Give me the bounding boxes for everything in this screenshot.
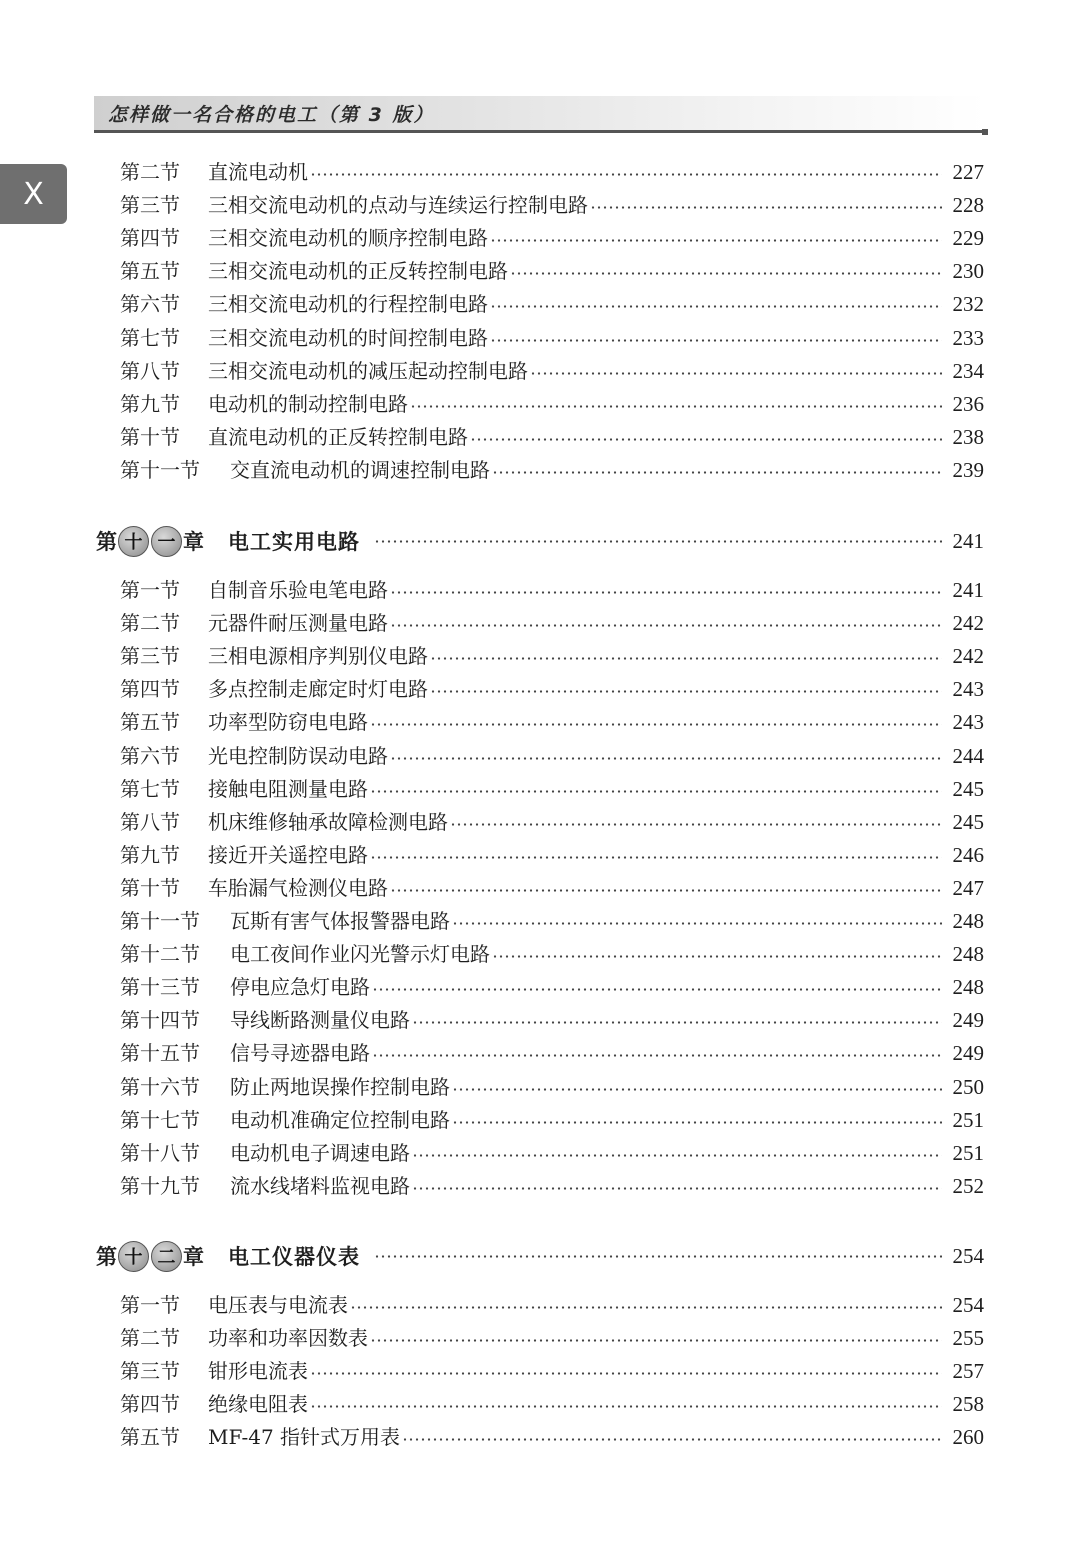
- header-rule-end: [982, 129, 988, 135]
- section-title: 功率和功率因数表: [208, 1326, 368, 1351]
- section-title: 机床维修轴承故障检测电路: [208, 809, 448, 834]
- chapter-page: 241: [952, 528, 984, 553]
- dot-leader: [410, 404, 942, 408]
- section-number: 第五节: [120, 710, 180, 735]
- section-title: 钳形电流表: [208, 1359, 308, 1384]
- toc-entry[interactable]: [120, 839, 984, 872]
- section-number: 第七节: [120, 325, 180, 350]
- section-title: 流水线堵料监视电路: [230, 1173, 410, 1198]
- section-number: 第四节: [120, 226, 180, 251]
- section-title: 多点控制走廊定时灯电路: [208, 677, 428, 702]
- dot-leader: [490, 305, 942, 309]
- section-page: 250: [952, 1074, 984, 1099]
- section-page: 257: [952, 1359, 984, 1384]
- section-number: 第九节: [120, 391, 180, 416]
- toc-entry[interactable]: [120, 740, 984, 773]
- running-header: [94, 96, 986, 133]
- section-page: 227: [952, 160, 984, 184]
- section-page: 242: [952, 644, 984, 669]
- section-number: 第四节: [120, 1392, 180, 1417]
- dot-leader: [412, 1153, 942, 1157]
- section-title: 瓦斯有害气体报警器电路: [230, 909, 450, 933]
- section-number: 第八节: [120, 358, 180, 383]
- section-page: 228: [952, 193, 984, 218]
- section-page: 249: [952, 1008, 984, 1033]
- chapter-suffix: 章: [183, 530, 204, 554]
- section-title: 三相交流电动机的正反转控制电路: [208, 259, 508, 284]
- section-page: 245: [952, 776, 984, 801]
- dot-leader: [492, 955, 942, 959]
- section-number: 第十五节: [120, 1041, 200, 1066]
- dot-leader: [490, 338, 942, 342]
- section-page: 254: [952, 1293, 984, 1317]
- toc-entry[interactable]: [120, 1137, 984, 1170]
- section-title: 停电应急灯电路: [230, 975, 370, 1000]
- chapter-number-circle: 二: [151, 1241, 182, 1272]
- section-number: 第十节: [120, 875, 180, 900]
- dot-leader: [492, 470, 942, 474]
- dot-leader: [470, 437, 942, 441]
- section-title: 光电控制防误动电路: [208, 743, 388, 768]
- section-title: 自制音乐验电笔电路: [208, 578, 388, 602]
- chapter-heading-11[interactable]: [96, 523, 984, 559]
- toc-entry[interactable]: [120, 255, 984, 288]
- section-page: 248: [952, 909, 984, 933]
- section-title: 防止两地误操作控制电路: [230, 1074, 450, 1099]
- chapter-number-circle: 十: [118, 526, 149, 557]
- section-number: 第十四节: [120, 1008, 200, 1033]
- section-title: 信号寻迹器电路: [230, 1041, 370, 1066]
- section-page: 234: [952, 358, 984, 383]
- dot-leader: [390, 624, 942, 628]
- chapter-title: 电工仪器仪表: [228, 1245, 360, 1269]
- section-number: 第一节: [120, 578, 180, 602]
- section-title: 车胎漏气检测仪电路: [208, 875, 388, 900]
- dot-leader: [590, 206, 942, 210]
- section-number: 第八节: [120, 809, 180, 834]
- dot-leader: [372, 1054, 942, 1058]
- section-number: 第十一节: [120, 909, 200, 933]
- toc-entry[interactable]: [120, 355, 984, 388]
- dot-leader: [430, 690, 942, 694]
- section-number: 第三节: [120, 1359, 180, 1384]
- dot-leader: [452, 1087, 942, 1091]
- section-title: 电动机电子调速电路: [230, 1140, 410, 1165]
- toc-entry[interactable]: [120, 806, 984, 839]
- toc-entry[interactable]: [120, 673, 984, 706]
- section-page: 236: [952, 391, 984, 416]
- section-title: 电压表与电流表: [208, 1293, 348, 1317]
- section-page: 242: [952, 611, 984, 636]
- dot-leader: [530, 371, 942, 375]
- section-title: 电工夜间作业闪光警示灯电路: [230, 942, 490, 967]
- chapter-prefix: 第: [96, 1245, 117, 1269]
- dot-leader: [374, 1254, 942, 1258]
- toc-entry[interactable]: [120, 1289, 984, 1322]
- section-number: 第十节: [120, 424, 180, 449]
- toc-entry[interactable]: [120, 1322, 984, 1355]
- section-page: 229: [952, 226, 984, 251]
- toc-entry[interactable]: [120, 1421, 984, 1454]
- section-number: 第十一节: [120, 457, 200, 482]
- dot-leader: [374, 539, 942, 543]
- toc-entry[interactable]: [120, 322, 984, 355]
- toc-entry[interactable]: [120, 1104, 984, 1137]
- section-page: 245: [952, 809, 984, 834]
- dot-leader: [370, 855, 942, 859]
- chapter-prefix: 第: [96, 530, 117, 554]
- toc-entry[interactable]: [120, 156, 984, 189]
- section-title: 功率型防窃电电路: [208, 710, 368, 735]
- section-title: MF-47 指针式万用表: [208, 1425, 401, 1450]
- dot-leader: [430, 657, 942, 661]
- dot-leader: [490, 239, 942, 243]
- section-number: 第十八节: [120, 1140, 200, 1165]
- section-number: 第五节: [120, 1425, 180, 1450]
- toc-entry[interactable]: [120, 574, 984, 607]
- toc-entry[interactable]: [120, 640, 984, 673]
- section-number: 第三节: [120, 644, 180, 669]
- section-page: 233: [952, 325, 984, 350]
- section-title: 电动机准确定位控制电路: [230, 1107, 450, 1132]
- toc-entry[interactable]: [120, 706, 984, 739]
- section-page: 232: [952, 292, 984, 317]
- toc-entry[interactable]: [120, 773, 984, 806]
- section-page: 258: [952, 1392, 984, 1417]
- section-page: 243: [952, 710, 984, 735]
- toc-entry[interactable]: [120, 222, 984, 255]
- section-page: 243: [952, 677, 984, 702]
- section-number: 第四节: [120, 677, 180, 702]
- dot-leader: [310, 1405, 942, 1409]
- section-page: 247: [952, 875, 984, 900]
- toc-entry[interactable]: [120, 1355, 984, 1388]
- section-title: 三相交流电动机的点动与连续运行控制电路: [208, 193, 588, 218]
- toc-entry[interactable]: [120, 421, 984, 454]
- dot-leader: [390, 888, 942, 892]
- dot-leader: [452, 1120, 942, 1124]
- section-page: 252: [952, 1173, 984, 1198]
- toc-entry[interactable]: [120, 1037, 984, 1070]
- section-title: 导线断路测量仪电路: [230, 1008, 410, 1033]
- chapter-heading-12[interactable]: [96, 1238, 984, 1274]
- dot-leader: [390, 756, 942, 760]
- toc-entry[interactable]: [120, 1071, 984, 1104]
- section-title: 三相交流电动机的顺序控制电路: [208, 226, 488, 251]
- chapter-number-circle: 十: [118, 1241, 149, 1272]
- dot-leader: [372, 988, 942, 992]
- section-page: 244: [952, 743, 984, 768]
- dot-leader: [402, 1438, 942, 1442]
- section-title: 直流电动机的正反转控制电路: [208, 424, 468, 449]
- toc-entry[interactable]: [120, 388, 984, 421]
- section-page: 248: [952, 975, 984, 1000]
- toc-entry[interactable]: [120, 872, 984, 905]
- section-title: 元器件耐压测量电路: [208, 611, 388, 636]
- section-page: 251: [952, 1140, 984, 1165]
- section-page: 230: [952, 259, 984, 284]
- section-number: 第二节: [120, 611, 180, 636]
- toc-entry[interactable]: [120, 607, 984, 640]
- dot-leader: [310, 1372, 942, 1376]
- section-page: 248: [952, 942, 984, 967]
- section-page: 239: [952, 457, 984, 482]
- section-number: 第十七节: [120, 1107, 200, 1132]
- section-number: 第五节: [120, 259, 180, 284]
- toc-entry[interactable]: [120, 905, 984, 938]
- section-title: 三相交流电动机的减压起动控制电路: [208, 358, 528, 383]
- section-number: 第七节: [120, 776, 180, 801]
- dot-leader: [510, 272, 942, 276]
- section-title: 三相电源相序判别仪电路: [208, 644, 428, 669]
- toc-entry[interactable]: [120, 189, 984, 222]
- chapter-title: 电工实用电路: [228, 530, 360, 554]
- toc-entry[interactable]: [120, 454, 984, 487]
- section-title: 三相交流电动机的行程控制电路: [208, 292, 488, 317]
- toc-entry[interactable]: [120, 1004, 984, 1037]
- section-number: 第十六节: [120, 1074, 200, 1099]
- toc-entry[interactable]: [120, 288, 984, 321]
- dot-leader: [370, 1339, 942, 1343]
- dot-leader: [390, 591, 942, 595]
- section-page: 255: [952, 1326, 984, 1351]
- section-title: 三相交流电动机的时间控制电路: [208, 325, 488, 350]
- section-number: 第六节: [120, 292, 180, 317]
- dot-leader: [412, 1186, 942, 1190]
- toc-entry[interactable]: [120, 971, 984, 1004]
- section-title: 绝缘电阻表: [208, 1392, 308, 1417]
- section-page: 260: [952, 1425, 984, 1450]
- toc-entry[interactable]: [120, 1388, 984, 1421]
- section-number: 第十三节: [120, 975, 200, 1000]
- section-number: 第一节: [120, 1293, 180, 1317]
- chapter-page: 254: [952, 1243, 984, 1268]
- dot-leader: [412, 1021, 942, 1025]
- section-page: 246: [952, 842, 984, 867]
- section-title: 交直流电动机的调速控制电路: [230, 457, 490, 482]
- section-page: 241: [952, 578, 984, 602]
- section-number: 第三节: [120, 193, 180, 218]
- chapter-suffix: 章: [183, 1245, 204, 1269]
- section-title: 直流电动机: [208, 160, 308, 184]
- toc-entry[interactable]: [120, 938, 984, 971]
- chapter-side-tab: X: [0, 164, 67, 224]
- section-title: 接近开关遥控电路: [208, 842, 368, 867]
- dot-leader: [370, 789, 942, 793]
- section-number: 第十二节: [120, 942, 200, 967]
- dot-leader: [370, 723, 942, 727]
- section-number: 第九节: [120, 842, 180, 867]
- section-page: 238: [952, 424, 984, 449]
- section-number: 第十九节: [120, 1173, 200, 1198]
- section-number: 第二节: [120, 1326, 180, 1351]
- dot-leader: [450, 822, 942, 826]
- toc-entry[interactable]: [120, 1170, 984, 1203]
- section-title: 电动机的制动控制电路: [208, 391, 408, 416]
- section-page: 249: [952, 1041, 984, 1066]
- dot-leader: [350, 1306, 942, 1310]
- section-title: 接触电阻测量电路: [208, 776, 368, 801]
- section-number: 第六节: [120, 743, 180, 768]
- section-number: 第二节: [120, 160, 180, 184]
- section-page: 251: [952, 1107, 984, 1132]
- book-title: 怎样做一名合格的电工（第 3 版）: [108, 104, 435, 126]
- dot-leader: [452, 922, 942, 926]
- dot-leader: [310, 173, 942, 177]
- chapter-number-circle: 一: [151, 526, 182, 557]
